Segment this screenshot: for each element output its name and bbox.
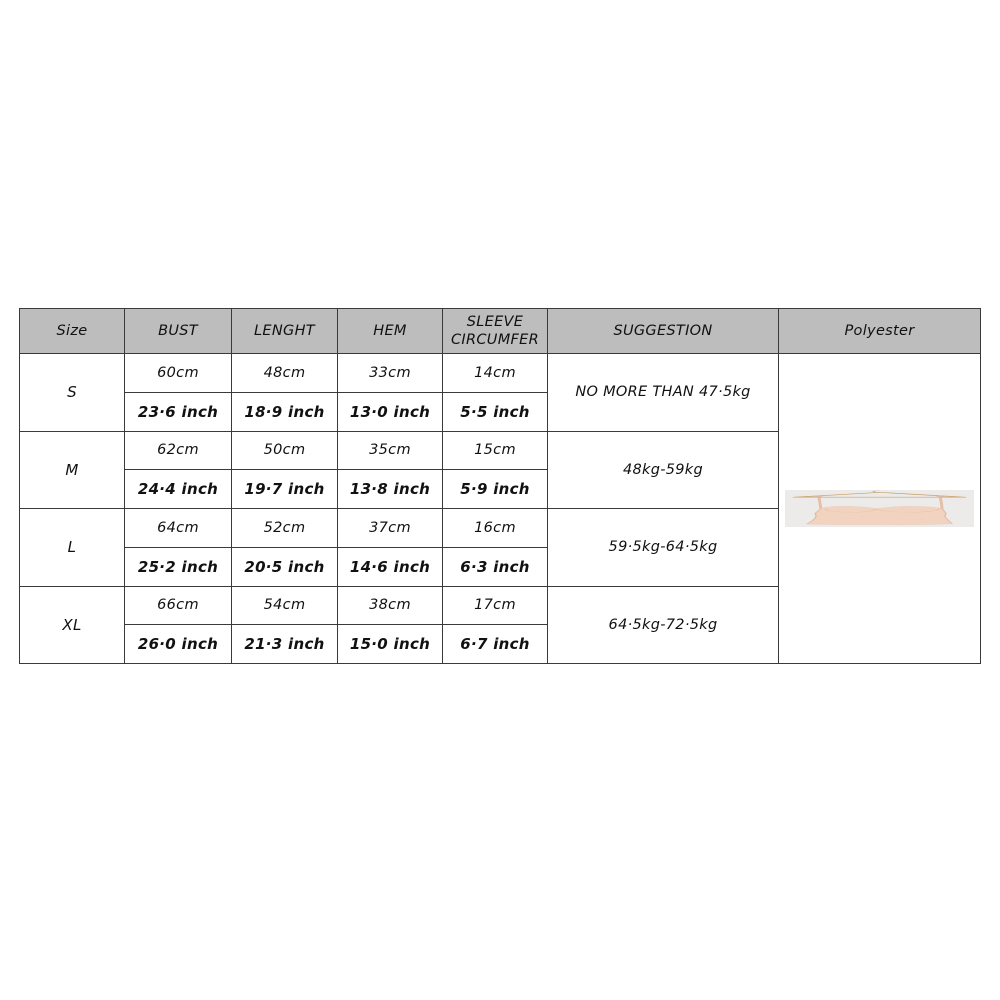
header-suggestion: SUGGESTION [548,309,779,354]
bust-cm-cell: 62cm [125,431,232,470]
header-sleeve [443,309,548,354]
header-row [20,309,981,354]
header-length: LENGHT [232,309,338,354]
bust-cm-cell: 66cm [125,586,232,625]
length-cm-cell: 48cm [232,354,338,393]
header-material: Polyester [779,309,981,354]
size-label: L [20,509,125,587]
hem-cm-cell: 37cm [338,509,443,548]
suggestion-cell: 59·5kg-64·5kg [548,509,779,587]
sleeve-cm-cell: 14cm [443,354,548,393]
length-inch-cell: 21·3 inch [232,625,338,664]
hem-cm-cell: 33cm [338,354,443,393]
sleeve-inch-cell: 5·9 inch [443,470,548,509]
hem-inch-cell: 14·6 inch [338,547,443,586]
size-label: S [20,354,125,432]
header-hem: HEM [338,309,443,354]
sleeve-cm-cell: 17cm [443,586,548,625]
sleeve-inch-cell: 5·5 inch [443,392,548,431]
bust-cm-cell: 60cm [125,354,232,393]
sleeve-cm-cell: 16cm [443,509,548,548]
header-size: Size [20,309,125,354]
length-inch-cell: 19·7 inch [232,470,338,509]
product-photo-cell [779,354,981,664]
length-inch-cell: 20·5 inch [232,547,338,586]
bust-inch-cell: 24·4 inch [125,470,232,509]
hem-inch-cell: 13·8 inch [338,470,443,509]
hem-inch-cell: 13·0 inch [338,392,443,431]
suggestion-cell: 48kg-59kg [548,431,779,509]
bust-inch-cell: 25·2 inch [125,547,232,586]
size-label: XL [20,586,125,664]
header-bust: BUST [125,309,232,354]
bust-inch-cell: 26·0 inch [125,625,232,664]
length-cm-cell: 52cm [232,509,338,548]
size-label: M [20,431,125,509]
length-cm-cell: 50cm [232,431,338,470]
table-row [20,354,981,393]
bust-cm-cell: 64cm [125,509,232,548]
length-inch-cell: 18·9 inch [232,392,338,431]
header-sleeve-line1: SLEEVE [466,314,524,330]
hem-cm-cell: 38cm [338,586,443,625]
sleeve-cm-cell: 15cm [443,431,548,470]
camisole-product-image [785,490,974,528]
suggestion-cell: NO MORE THAN 47·5kg [548,354,779,432]
sleeve-inch-cell: 6·3 inch [443,547,548,586]
sleeve-inch-cell: 6·7 inch [443,625,548,664]
length-cm-cell: 54cm [232,586,338,625]
hem-cm-cell: 35cm [338,431,443,470]
camisole-icon [807,506,952,524]
header-sleeve-line2: CIRCUMFER [450,332,539,348]
hem-inch-cell: 15·0 inch [338,625,443,664]
size-chart-table [19,308,981,664]
suggestion-cell: 64·5kg-72·5kg [548,586,779,664]
bust-inch-cell: 23·6 inch [125,392,232,431]
